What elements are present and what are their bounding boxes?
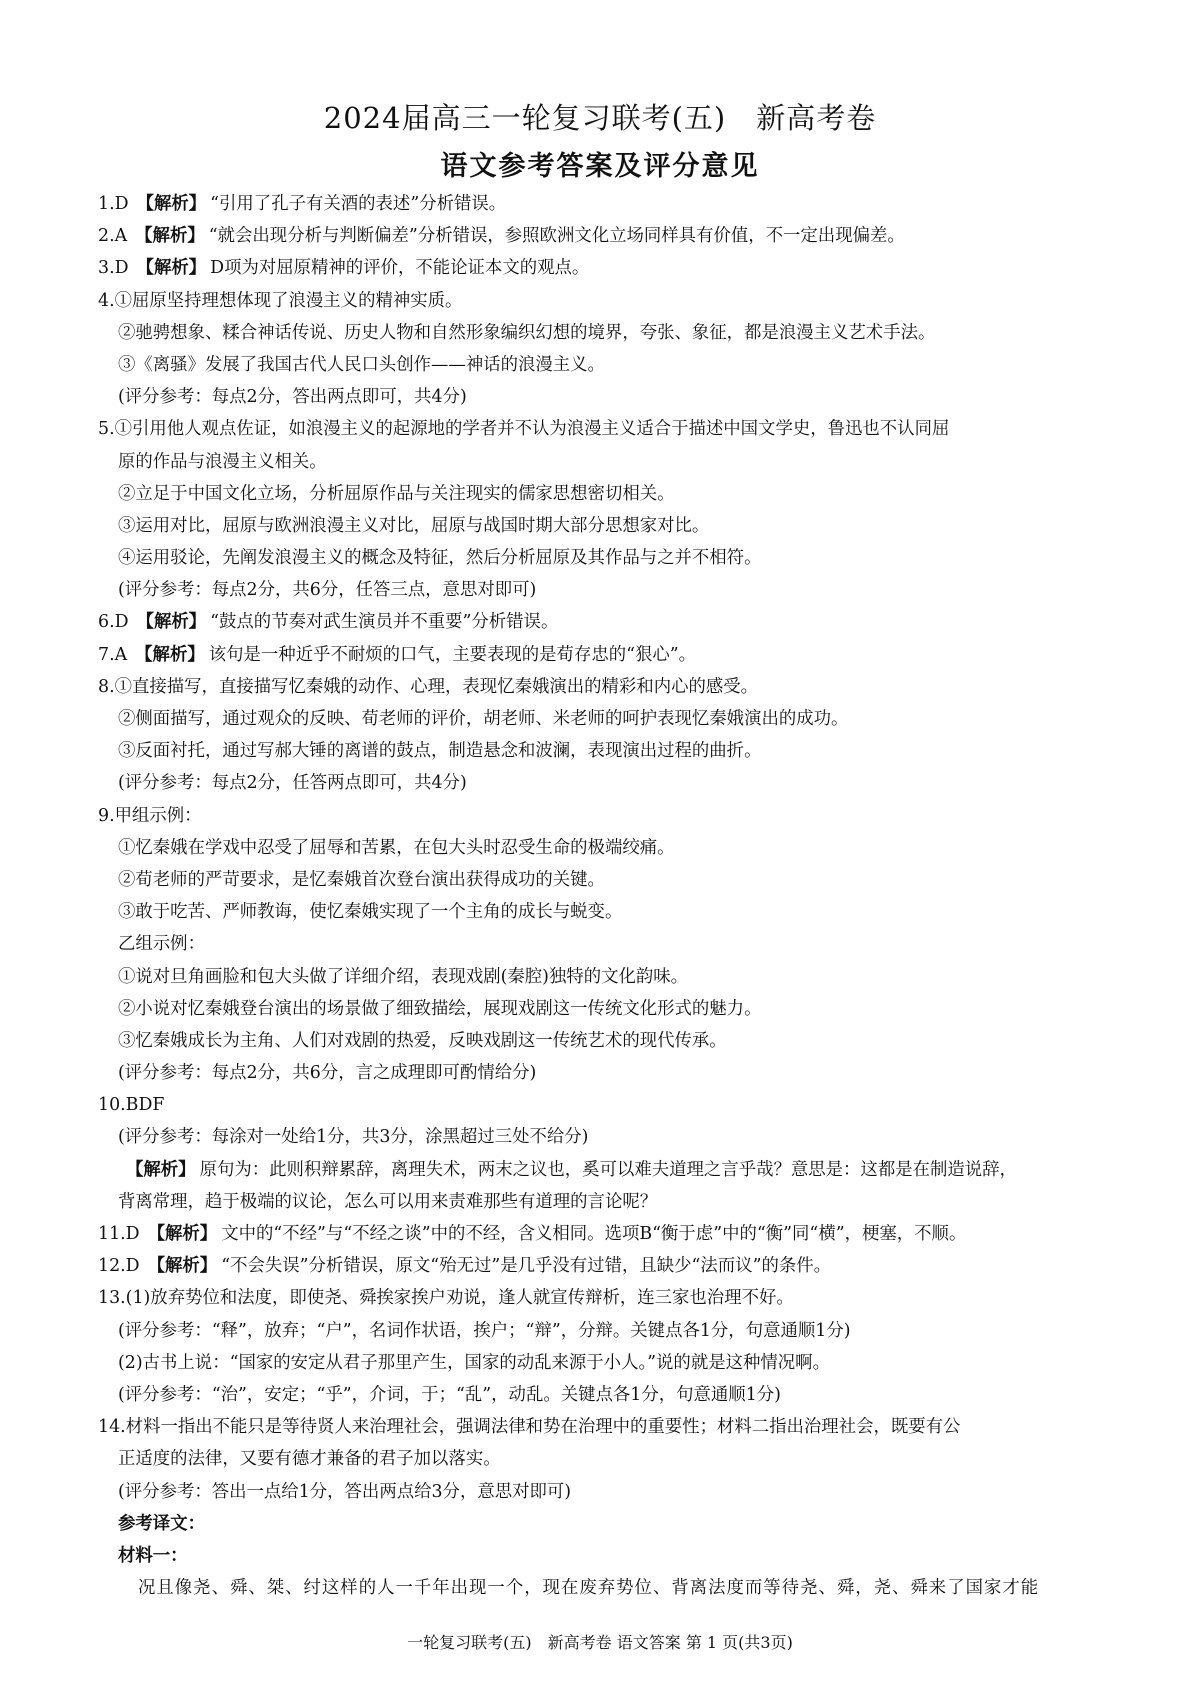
analysis-tag: 【解析】 <box>147 1224 218 1244</box>
answer-line <box>98 349 1118 381</box>
answer-line <box>98 896 1118 928</box>
line-text: 背离常理，趋于极端的议论，怎么可以用来责难那些有道理的言论呢？ <box>118 1191 658 1212</box>
line-text: (评分参考：每点2分，共6分，言之成理即可酌情给分) <box>118 1063 537 1084</box>
item-number: 8. <box>98 676 115 697</box>
answer-line <box>98 928 1118 960</box>
answer-line <box>98 961 1118 993</box>
answer-line <box>98 767 1118 799</box>
answer-line <box>98 832 1118 864</box>
item-number: 13. <box>98 1288 126 1309</box>
line-text: BDF <box>125 1095 165 1116</box>
answer-line <box>98 1250 1118 1282</box>
answer-line <box>98 703 1118 735</box>
answer-line <box>98 510 1118 542</box>
line-text: ③反面衬托，通过写郝大锤的离谱的鼓点，制造悬念和波澜，表现演出过程的曲折。 <box>118 741 762 762</box>
line-text: 况且像尧、舜、桀、纣这样的人一千年出现一个，现在废弃势位、背离法度而等待尧、舜，尧、舜来了国家才能 <box>138 1578 1040 1599</box>
line-text: ③《离骚》发展了我国古代人民口头创作——神话的浪漫主义。 <box>118 354 605 375</box>
line-text: (评分参考：每涂对一处给1分，共3分，涂黑超过三处不给分) <box>118 1127 589 1148</box>
line-text: 甲组示例： <box>114 805 202 826</box>
line-text: ①引用他人观点佐证，如浪漫主义的起源地的学者并不认为浪漫主义适合于描述中国文学史，鲁迅也不认同屈 <box>114 419 950 440</box>
analysis-tag: 【解析】 <box>136 194 207 214</box>
line-text: “鼓点的节奏对武生演员并不重要”分析错误。 <box>210 612 559 633</box>
line-text: (评分参考：每点2分，任答两点即可，共4分) <box>118 773 467 794</box>
line-text: (评分参考：答出一点给1分，答出两点给3分，意思对即可) <box>118 1481 572 1502</box>
answer-line <box>98 1186 1118 1218</box>
answer-line <box>98 1057 1118 1089</box>
item-number: 4. <box>98 290 115 311</box>
line-text: ②荀老师的严苛要求，是忆秦娥首次登台演出获得成功的关键。 <box>118 869 605 890</box>
answer-line <box>98 1347 1118 1379</box>
answer-line <box>98 1089 1118 1121</box>
line-text: (评分参考：“释”，放弃；“户”，名词作状语，挨户；“辩”，分辩。关键点各1分，句意通顺1分) <box>118 1320 851 1341</box>
analysis-tag: 【解析】 <box>135 644 205 665</box>
answer-line <box>98 252 1118 284</box>
answer-line <box>98 1572 1118 1604</box>
answer-line <box>98 800 1118 832</box>
answer-line <box>98 864 1118 896</box>
line-text: ①直接描写，直接描写忆秦娥的动作、心理，表现忆秦娥演出的精彩和内心的感受。 <box>114 676 759 697</box>
line-text: ③忆秦娥成长为主角、人们对戏剧的热爱，反映戏剧这一传统艺术的现代传承。 <box>118 1030 727 1051</box>
answer-line <box>98 993 1118 1025</box>
line-text: 该句是一种近乎不耐烦的口气，主要表现的是荀存忠的“狠心”。 <box>208 644 697 665</box>
item-number: 3.D <box>98 258 129 279</box>
line-text: ②侧面描写，通过观众的反映、荀老师的评价，胡老师、米老师的呵护表现忆秦娥演出的成功。 <box>118 709 849 729</box>
answer-line <box>98 285 1118 317</box>
answer-line <box>98 1476 1118 1508</box>
answer-line <box>98 188 1118 220</box>
answer-line <box>98 1379 1118 1411</box>
line-text: 原句为：此则积辩累辞，离理失术，两末之议也，奚可以难夫道理之言乎哉？意思是：这都是在制造说辞， <box>199 1159 1017 1180</box>
item-number: 1.D <box>98 194 129 214</box>
answer-line <box>98 1508 1118 1540</box>
document-subtitle: 语文参考答案及评分意见 <box>440 151 760 182</box>
answer-line <box>98 542 1118 574</box>
answer-line <box>98 1443 1118 1475</box>
document-title: 2024届高三一轮复习联考(五) 新高考卷 <box>323 101 877 135</box>
answer-line <box>98 1411 1118 1443</box>
line-text: 文中的“不经”与“不经之谈”中的不经，含义相同。选项B“衡于虑”中的“衡”同“横”，梗塞，不顺。 <box>221 1224 967 1244</box>
analysis-tag: 【解析】 <box>136 258 207 279</box>
item-number: 11.D <box>98 1224 140 1244</box>
item-number: 10. <box>98 1095 126 1116</box>
line-text: ①忆秦娥在学戏中忍受了屈辱和苦累，在包大头时忍受生命的极端绞痛。 <box>118 837 675 858</box>
answer-line <box>98 1154 1118 1186</box>
line-text: ②立足于中国文化立场，分析屈原作品与关注现实的儒家思想密切相关。 <box>118 483 675 504</box>
answer-line <box>98 1218 1118 1250</box>
answer-line <box>98 735 1118 767</box>
page-footer: 一轮复习联考(五) 新高考卷 语文答案 第 1 页(共3页) <box>407 1633 793 1652</box>
answer-line <box>98 1121 1118 1153</box>
line-text: ③运用对比，屈原与欧洲浪漫主义对比，屈原与战国时期大部分思想家对比。 <box>118 515 710 536</box>
line-text: (2)古书上说：“国家的安定从君子那里产生，国家的动乱来源于小人。”说的就是这种情况啊。 <box>118 1352 830 1373</box>
analysis-tag: 【解析】 <box>135 226 205 247</box>
answer-line <box>98 606 1118 638</box>
line-text: 参考译文： <box>118 1513 205 1534</box>
answer-line <box>98 478 1118 510</box>
answer-line <box>98 1025 1118 1057</box>
item-number: 7.A <box>98 644 128 665</box>
line-text: “不会失误”分析错误，原文“殆无过”是几乎没有过错，且缺少“法而议”的条件。 <box>221 1256 832 1277</box>
item-number: 14. <box>98 1417 126 1438</box>
answer-line <box>98 574 1118 606</box>
line-text: “引用了孔子有关酒的表述”分析错误。 <box>210 194 507 214</box>
line-text: (评分参考：“治”，安定；“乎”，介词，于；“乱”，动乱。关键点各1分，句意通顺1分) <box>118 1384 781 1405</box>
answer-body <box>98 188 1118 1604</box>
line-text: D项为对屈原精神的评价，不能论证本文的观点。 <box>210 258 590 279</box>
line-text: “就会出现分析与判断偏差”分析错误，参照欧洲文化立场同样具有价值，不一定出现偏差。 <box>208 226 905 247</box>
item-number: 12.D <box>98 1256 140 1277</box>
item-number: 6.D <box>98 612 129 633</box>
item-number: 9. <box>98 805 115 826</box>
answer-line <box>98 446 1118 478</box>
analysis-tag: 【解析】 <box>136 612 207 633</box>
line-text: ①屈原坚持理想体现了浪漫主义的精神实质。 <box>114 290 463 311</box>
line-text: 材料一： <box>118 1545 188 1566</box>
answer-line <box>98 413 1118 445</box>
answer-line <box>98 1315 1118 1347</box>
analysis-tag: 【解析】 <box>126 1159 196 1180</box>
line-text: ③敢于吃苦、严师教诲，使忆秦娥实现了一个主角的成长与蜕变。 <box>118 902 623 923</box>
answer-line <box>98 220 1118 252</box>
line-text: 原的作品与浪漫主义相关。 <box>118 451 327 472</box>
line-text: 材料一指出不能只是等待贤人来治理社会，强调法律和势在治理中的重要性；材料二指出治理社会，既要有公 <box>125 1417 961 1438</box>
line-text: (1)放弃势位和法度，即使尧、舜挨家挨户劝说，逢人就宣传辩析，连三家也治理不好。 <box>125 1288 794 1309</box>
line-text: (评分参考：每点2分，答出两点即可，共4分) <box>118 387 467 408</box>
line-text: ②驰骋想象、糅合神话传说、历史人物和自然形象编织幻想的境界，夸张、象征，都是浪漫主义艺术手法。 <box>118 322 936 343</box>
analysis-tag: 【解析】 <box>147 1256 218 1277</box>
item-number: 2.A <box>98 226 128 247</box>
answer-line <box>98 1540 1118 1572</box>
line-text: (评分参考：每点2分，共6分，任答三点，意思对即可) <box>118 580 537 601</box>
answer-line <box>98 671 1118 703</box>
line-text: ①说对旦角画脸和包大头做了详细介绍，表现戏剧(秦腔)独特的文化韵味。 <box>118 966 689 987</box>
answer-line <box>98 639 1118 671</box>
line-text: ④运用驳论，先阐发浪漫主义的概念及特征，然后分析屈原及其作品与之并不相符。 <box>118 548 762 569</box>
line-text: ②小说对忆秦娥登台演出的场景做了细致描绘，展现戏剧这一传统文化形式的魅力。 <box>118 998 762 1019</box>
answer-line <box>98 1282 1118 1314</box>
item-number: 5. <box>98 419 115 440</box>
answer-line <box>98 317 1118 349</box>
answer-line <box>98 381 1118 413</box>
line-text: 乙组示例： <box>118 934 205 955</box>
line-text: 正适度的法律，又要有德才兼备的君子加以落实。 <box>118 1449 501 1470</box>
